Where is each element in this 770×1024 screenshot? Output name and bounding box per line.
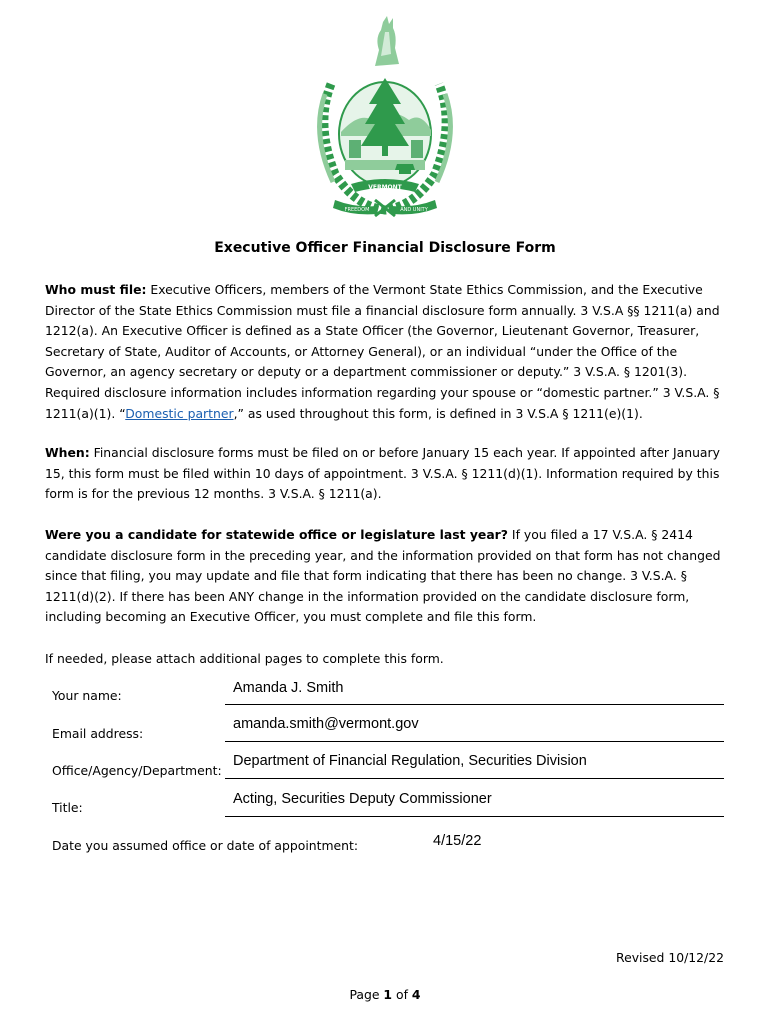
when-paragraph bbox=[45, 443, 729, 505]
email-underline bbox=[225, 741, 724, 742]
email-field[interactable]: amanda.smith@vermont.gov bbox=[233, 716, 419, 732]
candidate-label: Were you a candidate for statewide office or legislature last year? bbox=[45, 527, 508, 542]
date-field[interactable]: 4/15/22 bbox=[433, 833, 482, 849]
office-underline bbox=[225, 778, 724, 779]
name-label: Your name: bbox=[52, 688, 122, 703]
domestic-partner-link[interactable]: Domestic partner bbox=[125, 405, 234, 421]
who-must-file-label: Who must file: bbox=[45, 282, 147, 297]
name-field[interactable]: Amanda J. Smith bbox=[233, 680, 344, 696]
when-label: When: bbox=[45, 445, 90, 460]
candidate-text: If you filed a 17 V.S.A. § 2414 candidate disclosure form in the preceding year, and the information provided on that form has not changed since that filing, you may update and file that form indicating that there has been no change. 3 V.S.A. § 1211(d)(2). If there has been ANY change in the information provided on the candidate disclosure form, including becoming an Executive Officer, you must complete and file this form. bbox=[45, 527, 721, 625]
office-label: Office/Agency/Department: bbox=[52, 763, 222, 778]
title-field[interactable]: Acting, Securities Deputy Commissioner bbox=[233, 791, 492, 807]
who-must-file-text-end: ,” as used throughout this form, is defined in 3 V.S.A § 1211(e)(1). bbox=[233, 405, 643, 421]
seal-motto-right: AND UNITY bbox=[400, 207, 428, 213]
page-current: 1 bbox=[383, 987, 393, 1002]
page-prefix: Page bbox=[349, 987, 384, 1002]
candidate-paragraph bbox=[45, 525, 729, 628]
email-label: Email address: bbox=[52, 726, 144, 741]
vermont-state-seal-icon bbox=[305, 14, 465, 220]
page-of: of bbox=[392, 987, 412, 1002]
when-text: Financial disclosure forms must be filed on or before January 15 each year. If appointed after January 15, this form must be filed within 10 days of appointment. 3 V.S.A. § 1211(d)(1). Information required by this form is for the previous 12 months. 3 V.S.A. § 1211(a). bbox=[45, 445, 720, 502]
office-field[interactable]: Department of Financial Regulation, Securities Division bbox=[233, 753, 587, 769]
seal-banner-text: VERMONT bbox=[368, 184, 402, 191]
title-label: Title: bbox=[52, 800, 83, 815]
date-label: Date you assumed office or date of appointment: bbox=[52, 838, 359, 853]
name-underline bbox=[225, 704, 724, 705]
page-number bbox=[0, 987, 770, 1002]
attach-pages-note: If needed, please attach additional pages to complete this form. bbox=[45, 651, 444, 666]
seal-motto-left: FREEDOM bbox=[344, 207, 370, 213]
form-title: Executive Officer Financial Disclosure Form bbox=[214, 240, 556, 256]
page-total: 4 bbox=[411, 987, 421, 1002]
title-underline bbox=[225, 816, 724, 817]
revised-date: Revised 10/12/22 bbox=[616, 950, 724, 965]
who-must-file-paragraph bbox=[45, 280, 729, 424]
who-must-file-text: Executive Officers, members of the Vermont State Ethics Commission, and the Executive Director of the State Ethics Commission must file a financial disclosure form annually. 3 V.S.A §§ 1211(a) and 1212(a). An Executive Officer is defined as a State Officer (the Governor, Lieutenant Governor, Treasurer, Secretary of State, Auditor of Accounts, or Attorney General), or an individual “under the Office of the Governor, an agency secretary or deputy or a department commissioner or deputy.” 3 V.S.A. § 1201(3). Required disclosure information includes information regarding your spouse or “domestic partner.” 3 V.S.A. § 1211(a)(1). “ bbox=[45, 282, 720, 421]
